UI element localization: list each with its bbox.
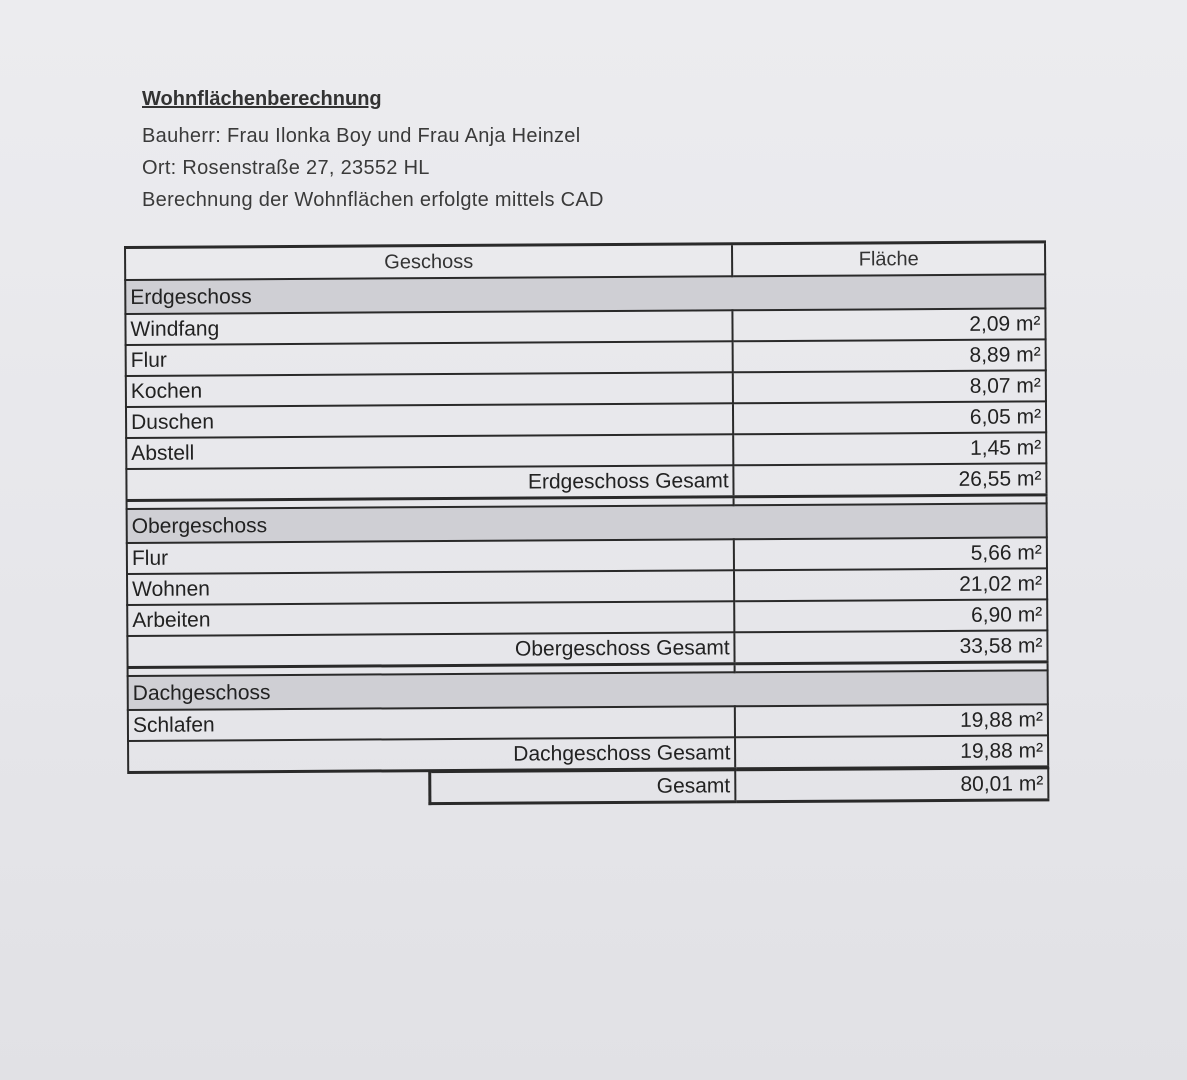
section-row-obergeschoss: [127, 503, 1047, 543]
room-name: Windfang: [125, 310, 732, 345]
room-area: 8,89 m²: [733, 339, 1046, 372]
room-name: Kochen: [126, 372, 733, 407]
section-label: Obergeschoss: [127, 503, 1047, 543]
section-label: Erdgeschoss: [125, 274, 1045, 314]
room-name: Flur: [127, 539, 734, 574]
grand-total-label: Gesamt: [430, 770, 735, 803]
section-total-area: 33,58 m²: [735, 630, 1048, 663]
section-total-area: 26,55 m²: [734, 463, 1047, 496]
room-name: Duschen: [126, 403, 733, 438]
room-name: Abstell: [126, 434, 733, 469]
room-name: Flur: [126, 341, 733, 376]
header-flaeche: Fläche: [732, 242, 1045, 276]
room-name: Wohnen: [127, 570, 734, 605]
section-total-label: Dachgeschoss Gesamt: [128, 737, 735, 772]
section-total-label: Erdgeschoss Gesamt: [126, 465, 733, 500]
document-title: Wohnflächenberechnung: [142, 88, 382, 110]
room-area: 6,90 m²: [734, 599, 1047, 632]
section-total-label: Obergeschoss Gesamt: [127, 632, 734, 667]
room-area: 2,09 m²: [733, 308, 1046, 341]
section-total-area: 19,88 m²: [735, 735, 1048, 768]
room-name: Schlafen: [128, 706, 735, 741]
section-row-erdgeschoss: [125, 274, 1045, 314]
document-heading: [142, 88, 604, 221]
location-line: Ort: Rosenstraße 27, 23552 HL: [142, 157, 430, 179]
grand-total-area: 80,01 m²: [735, 768, 1048, 801]
owner-line: Bauherr: Frau Ilonka Boy und Frau Anja Heinzel: [142, 125, 581, 147]
grand-total-table: [127, 767, 1049, 807]
header-geschoss: Geschoss: [125, 244, 732, 280]
grand-total-row: [127, 768, 1048, 805]
room-area: 19,88 m²: [735, 704, 1048, 737]
method-line: Berechnung der Wohnflächen erfolgte mittels CAD: [142, 189, 604, 211]
area-table-wrap: [124, 240, 1049, 807]
section-label: Dachgeschoss: [128, 670, 1048, 710]
room-area: 1,45 m²: [733, 432, 1046, 465]
section-total-row: [128, 735, 1048, 772]
room-area: 8,07 m²: [733, 370, 1046, 403]
area-table: [124, 240, 1049, 774]
room-name: Arbeiten: [127, 601, 734, 636]
room-area: 21,02 m²: [734, 568, 1047, 601]
room-area: 5,66 m²: [734, 537, 1047, 570]
section-row-dachgeschoss: [128, 670, 1048, 710]
room-area: 6,05 m²: [733, 401, 1046, 434]
